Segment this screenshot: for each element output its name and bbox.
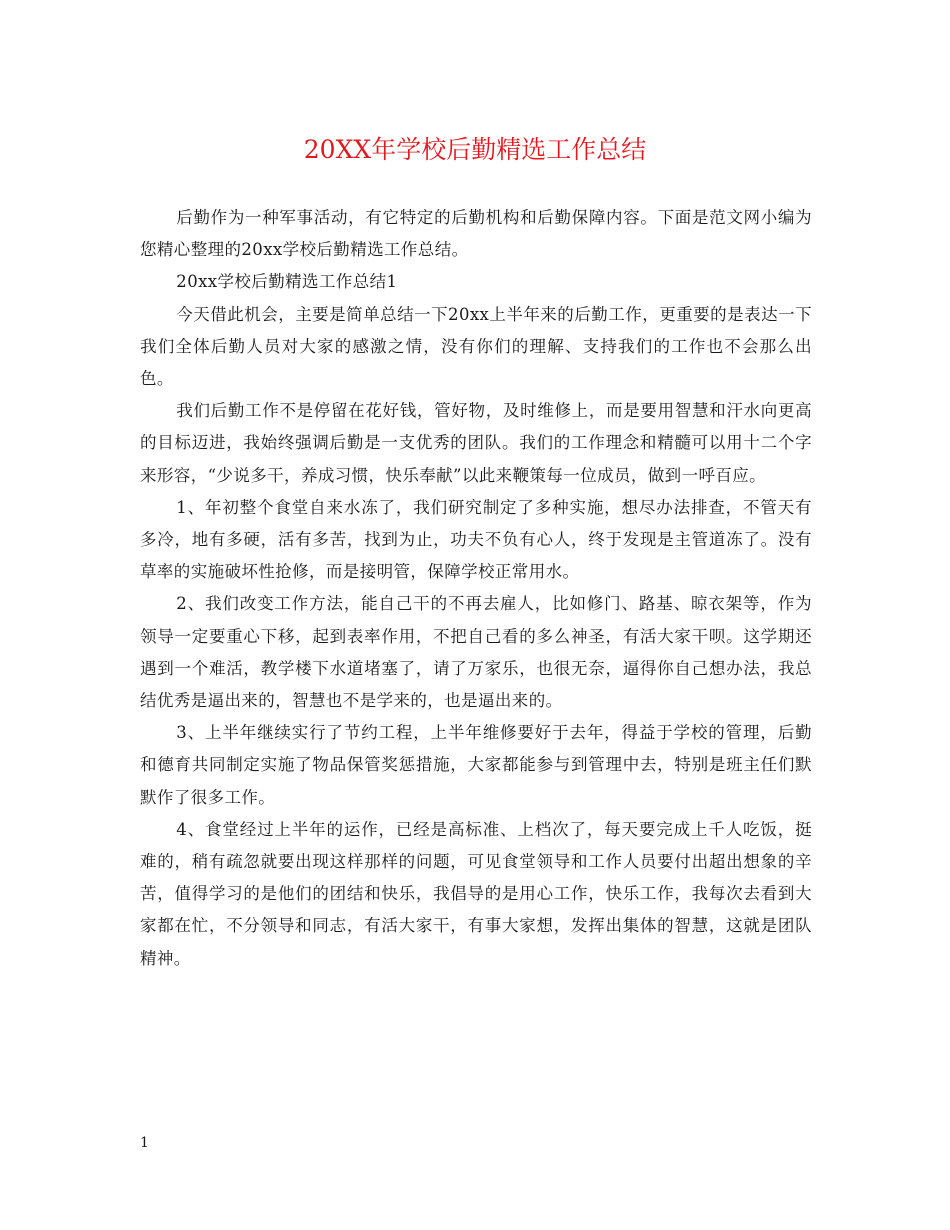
paragraph-intro: 后勤作为一种军事活动，有它特定的后勤机构和后勤保障内容。下面是范文网小编为您精心整理的20xx学校后勤精选工作总结。 [140, 208, 812, 260]
paragraph: 今天借此机会，主要是简单总结一下20xx上半年来的后勤工作，更重要的是表达一下我们全体后勤人员对大家的感激之情，没有你们的理解、支持我们的工作也不会那么出色。 [140, 304, 812, 389]
document-title: 20XX年学校后勤精选工作总结 [303, 135, 647, 164]
paragraph-item-4: 4、食堂经过上半年的运作，已经是高标准、上档次了，每天要完成上千人吃饭，挺难的，稍有疏忽就要出现这样那样的问题，可见食堂领导和工作人员要付出超出想象的辛苦，值得学习的是他们的团结和快乐，我倡导的是用心工作，快乐工作，我每次去看到大家都在忙，不分领导和同志，有活大家干，有事大家想，发挥出集体的智慧，这就是团队精神。 [140, 819, 812, 968]
section-heading: 20xx学校后勤精选工作总结1 [176, 272, 398, 292]
paragraph-item-2: 2、我们改变工作方法，能自己干的不再去雇人，比如修门、路基、晾衣架等，作为领导一定要重心下移，起到表率作用，不把自己看的多么神圣，有活大家干呗。这学期还遇到一个难活，教学楼下水道堵塞了，请了万家乐，也很无奈，逼得你自己想办法，我总结优秀是逼出来的，智慧也不是学来的，也是逼出来的。 [140, 594, 812, 711]
paragraph-item-1: 1、年初整个食堂自来水冻了，我们研究制定了多种实施，想尽办法排查，不管天有多冷，地有多硬，活有多苦，找到为止，功夫不负有心人，终于发现是主管道冻了。没有草率的实施破坏性抢修，而是接明管，保障学校正常用水。 [140, 497, 812, 582]
paragraph: 我们后勤工作不是停留在花好钱，管好物，及时维修上，而是要用智慧和汗水向更高的目标迈进，我始终强调后勤是一支优秀的团队。我们的工作理念和精髓可以用十二个字来形容，“少说多干，养成习惯，快乐奉献”以此来鞭策每一位成员，做到一呼百应。 [140, 401, 812, 485]
page-number: 1 [140, 1135, 149, 1151]
paragraph-item-3: 3、上半年继续实行了节约工程，上半年维修要好于去年，得益于学校的管理，后勤和德育共同制定实施了物品保管奖惩措施，大家都能参与到管理中去，特别是班主任们默默作了很多工作。 [140, 723, 812, 807]
document-body [140, 202, 812, 975]
